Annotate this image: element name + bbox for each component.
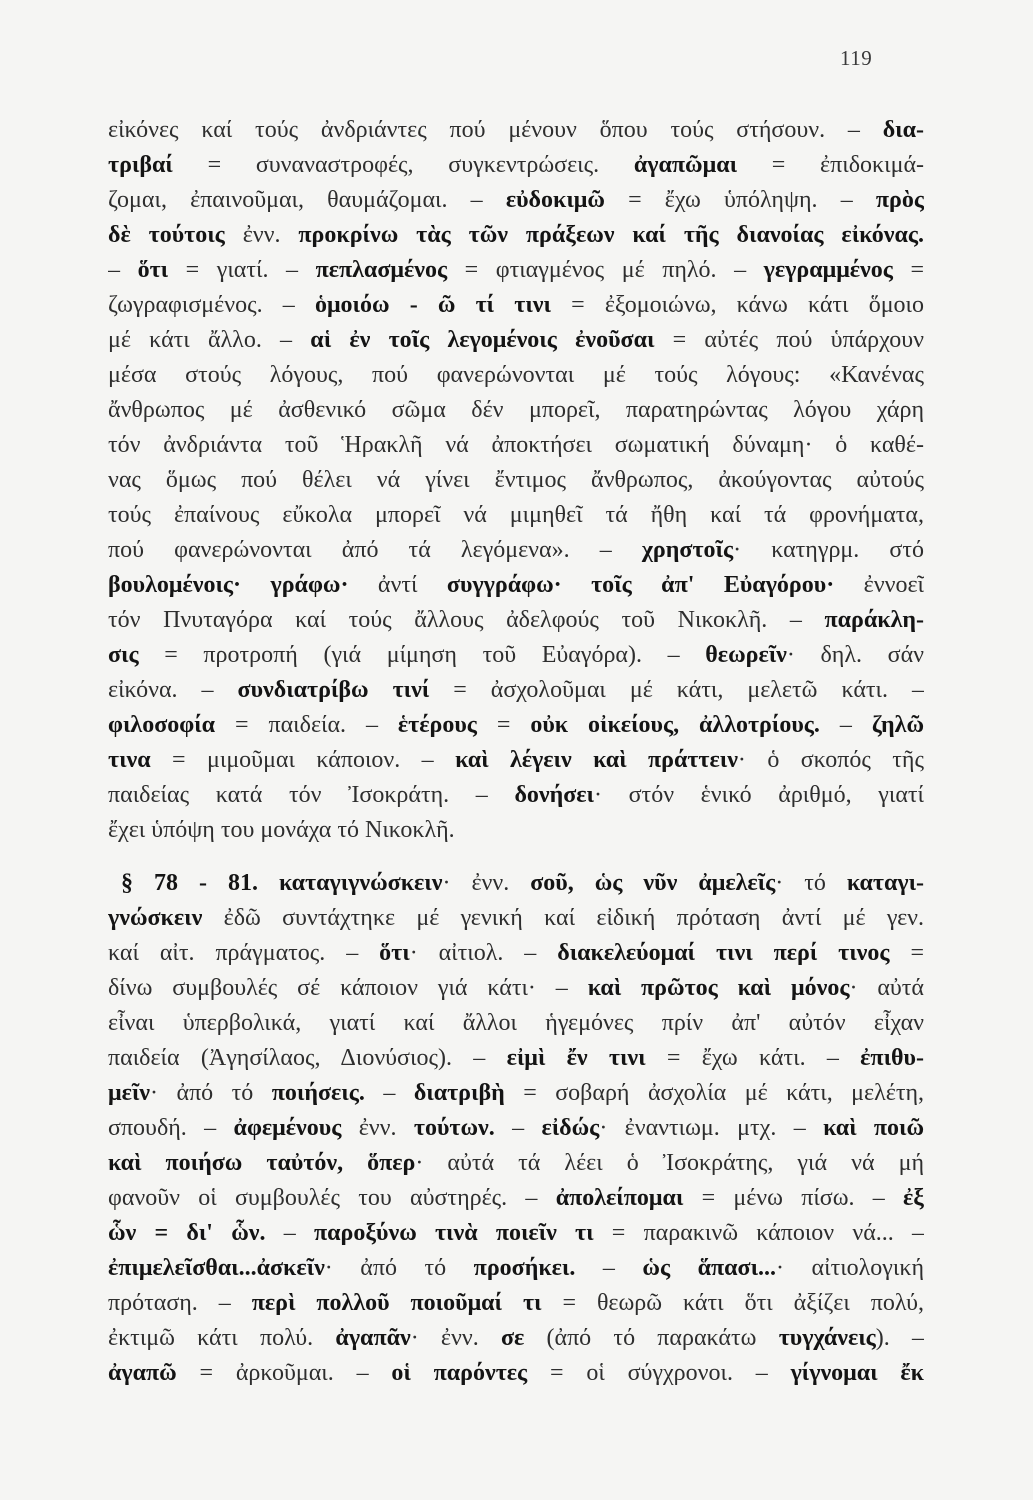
text-run: ἐδῶ συντάχτηκε μέ γενική καί εἰδική πρόταση ἀντί μέ γεν.: [202, 905, 924, 931]
text-run: –: [575, 1255, 643, 1281]
text-run: = ἔχω ὑπόληψη. –: [604, 187, 876, 213]
text-run: ἐνν.: [224, 222, 299, 248]
text-line: [108, 638, 924, 673]
text-run: –: [108, 257, 138, 283]
bold-term: ἀγαπᾶν: [335, 1325, 411, 1351]
text-run: = ἔχω κάτι. –: [645, 1045, 861, 1071]
text-line-content: [108, 673, 924, 708]
text-line: [108, 778, 924, 813]
bold-term: γεγραμμένος: [763, 257, 893, 283]
text-line: [108, 1146, 924, 1181]
bold-term: πρὸς: [875, 187, 924, 213]
bold-term: βουλομένοις· γράφω·: [108, 572, 349, 598]
text-line: [108, 866, 924, 901]
text-line: [108, 1181, 924, 1216]
text-run: = αὐτές πού ὑπάρχουν: [654, 327, 924, 353]
text-run: παιδεία (Ἀγησίλαος, Διονύσιος). –: [108, 1045, 507, 1071]
page-number: 119: [840, 46, 873, 70]
text-run: ζομαι, ἐπαινοῦμαι, θαυμάζομαι. –: [108, 187, 506, 213]
bold-term: προσήκει.: [473, 1255, 576, 1281]
bold-term: οὐκ οἰκείους, ἀλλοτρίους.: [530, 712, 820, 738]
bold-term: οἱ παρόντες: [391, 1360, 528, 1386]
bold-term: σις: [108, 642, 139, 668]
bold-term: εἰδώς: [541, 1115, 600, 1141]
text-run: =: [476, 712, 531, 738]
text-line-content: [108, 1111, 924, 1146]
bold-term: προκρίνω τὰς τῶν πράξεων καί τῆς διανοίας εἰκόνας.: [298, 222, 924, 248]
text-line: [108, 568, 924, 603]
text-run: = ἐπιδοκιμά-: [737, 152, 924, 178]
paragraph: [108, 866, 924, 1391]
text-run: πρόταση. –: [108, 1290, 252, 1316]
text-run: · αἰτιολ. –: [409, 940, 558, 966]
text-line: [108, 673, 924, 708]
text-line: [108, 901, 924, 936]
text-run: = θεωρῶ κάτι ὅτι ἀξίζει πολύ,: [541, 1290, 924, 1316]
bold-term: καὶ πρῶτος καὶ μόνος: [587, 975, 850, 1001]
text-line-content: [108, 936, 924, 971]
text-run: τόν ἀνδριάντα τοῦ Ἡρακλῆ νά ἀποκτήσει σωματική δύναμη· ὁ καθέ-: [108, 432, 924, 458]
bold-term: γνώσκειν: [108, 905, 203, 931]
text-run: εἶναι ὑπερβολικά, γιατί καί ἄλλοι ἡγεμόνες πρίν ἀπ' αὐτόν εἶχαν: [108, 1010, 924, 1036]
text-run: μέ κάτι ἄλλο. –: [108, 327, 311, 353]
text-line: [108, 971, 924, 1006]
text-run: = γιατί. –: [168, 257, 316, 283]
bold-term: διατριβὴ: [413, 1080, 505, 1106]
bold-term: ὅτι: [137, 257, 169, 283]
bold-term: σοῦ, ὡς νῦν ἀμελεῖς: [530, 870, 776, 896]
text-line-content: [108, 603, 924, 638]
text-line: [108, 148, 924, 183]
text-run: πού φανερώνονται ἀπό τά λεγόμενα». –: [108, 537, 642, 563]
text-run: –: [494, 1115, 542, 1141]
text-line: [108, 533, 924, 568]
text-line: [108, 1076, 924, 1111]
bold-term: ἑτέρους: [397, 712, 477, 738]
text-run: ἔχει ὑπόψη του μονάχα τό Νικοκλῆ.: [108, 817, 455, 843]
text-run: = ἐξομοιώνω, κάνω κάτι ὅμοιο: [550, 292, 924, 318]
text-line-content: [108, 1356, 924, 1391]
text-line-content: [108, 183, 924, 218]
bold-term: ὡς ἅπασι...: [642, 1255, 777, 1281]
text-run: –: [265, 1220, 314, 1246]
bold-term: διακελεύομαί τινι περί τινος: [557, 940, 890, 966]
text-run: · αὐτά τά λέει ὁ Ἰσοκράτης, γιά νά μή: [415, 1150, 924, 1176]
text-run: εἰκόνες καί τούς ἀνδριάντες πού μένουν ὅπου τούς στήσουν. –: [108, 117, 883, 143]
text-run: · δηλ. σάν: [786, 642, 924, 668]
text-line-content: [108, 708, 924, 743]
text-run: =: [892, 257, 924, 283]
text-run: μέσα στούς λόγους, πού φανερώνονται μέ τούς λόγους: «Κανένας: [108, 362, 924, 388]
bold-term: τριβαί: [108, 152, 173, 178]
bold-term: ὧν = δι' ὧν.: [108, 1220, 266, 1246]
bold-term: παράκλη-: [824, 607, 924, 633]
bold-term: γίγνομαι ἔκ: [790, 1360, 924, 1386]
text-run: σπουδή. –: [108, 1115, 234, 1141]
text-run: = οἱ σύγχρονοι. –: [527, 1360, 791, 1386]
text-run: = ἀσχολοῦμαι μέ κάτι, μελετῶ κάτι. –: [429, 677, 924, 703]
text-line: [108, 1321, 924, 1356]
text-run: ἐνν.: [341, 1115, 414, 1141]
text-line-content: [108, 901, 924, 936]
bold-term: συνδιατρίβω τινί: [237, 677, 430, 703]
text-line-content: [121, 866, 924, 901]
bold-term: αἱ ἐν τοῖς λεγομένοις ἐνοῦσαι: [310, 327, 655, 353]
text-run: = προτροπή (γιά μίμηση τοῦ Εὐαγόρα). –: [138, 642, 706, 668]
text-run: · κατηγρμ. στό: [733, 537, 924, 563]
text-line-content: [108, 463, 924, 498]
text-run: ζωγραφισμένος. –: [108, 292, 315, 318]
bold-term: ἀγαπῶμαι: [633, 152, 738, 178]
text-line-content: [108, 1286, 924, 1321]
text-line: [108, 323, 924, 358]
text-run: τούς ἐπαίνους εὔκολα μπορεῖ νά μιμηθεῖ τά ἤθη καί τά φρονήματα,: [108, 502, 924, 528]
text-line-content: [108, 218, 924, 253]
text-line: [108, 1006, 924, 1041]
text-run: · ἐναντιωμ. μτχ. –: [599, 1115, 824, 1141]
commentary-text: [108, 113, 924, 1391]
text-line: [108, 253, 924, 288]
text-run: –: [819, 712, 872, 738]
bold-term: θεωρεῖν: [705, 642, 787, 668]
bold-term: τούτων.: [413, 1115, 495, 1141]
text-run: νας ὅμως πού θέλει νά γίνει ἔντιμος ἄνθρωπος, ἀκούγοντας αὐτούς: [108, 467, 924, 493]
text-run: = συναναστροφές, συγκεντρώσεις.: [172, 152, 634, 178]
bold-term: ἀπολείπομαι: [555, 1185, 684, 1211]
text-line-content: [108, 253, 924, 288]
bold-term: ποιήσεις.: [271, 1080, 365, 1106]
text-line-content: [108, 148, 924, 183]
bold-term: δὲ τούτοις: [108, 222, 225, 248]
text-line: [108, 1286, 924, 1321]
text-run: = ἀρκοῦμαι. –: [176, 1360, 392, 1386]
text-line: [108, 358, 924, 393]
text-line-content: [108, 428, 924, 463]
text-run: ἄνθρωπος μέ ἀσθενικό σῶμα δέν μπορεῖ, παρατηρώντας λόγου χάρη: [108, 397, 924, 423]
text-line: [108, 1251, 924, 1286]
text-line-content: [108, 393, 924, 428]
text-line-content: [108, 743, 924, 778]
text-run: καί αἰτ. πράγματος. –: [108, 940, 380, 966]
text-line: [108, 708, 924, 743]
text-run: · ἐνν.: [410, 1325, 501, 1351]
text-line: [108, 1041, 924, 1076]
bold-term: φιλοσοφία: [108, 712, 216, 738]
text-line: [108, 936, 924, 971]
text-run: ἐκτιμῶ κάτι πολύ.: [108, 1325, 336, 1351]
bold-term: ἐπιθυ-: [860, 1045, 924, 1071]
text-line-content: [108, 1181, 924, 1216]
text-run: = μιμοῦμαι κάποιον. –: [150, 747, 456, 773]
text-line: [108, 603, 924, 638]
text-run: · ἐνν.: [442, 870, 531, 896]
bold-term: παροξύνω τινὰ ποιεῖν τι: [313, 1220, 594, 1246]
text-line-content: [108, 1041, 924, 1076]
bold-term: ἀφεμένους: [233, 1115, 342, 1141]
bold-term: ζηλῶ: [871, 712, 924, 738]
text-line-content: [108, 323, 924, 358]
text-line-content: [108, 498, 924, 533]
bold-term: καὶ λέγειν καὶ πράττειν: [455, 747, 738, 773]
text-run: τόν Πνυταγόρα καί τούς ἄλλους ἀδελφούς τοῦ Νικοκλῆ. –: [108, 607, 825, 633]
bold-term: εὐδοκιμῶ: [505, 187, 605, 213]
text-run: δίνω συμβουλές σέ κάποιον γιά κάτι· –: [108, 975, 588, 1001]
text-line: [108, 1356, 924, 1391]
text-line-content: [108, 638, 924, 673]
text-line-content: [108, 1251, 924, 1286]
text-line: [108, 1111, 924, 1146]
bold-term: καταγι-: [846, 870, 924, 896]
bold-term: ὅτι: [379, 940, 410, 966]
text-run: · ὁ σκοπός τῆς: [737, 747, 924, 773]
text-line-content: [108, 358, 924, 393]
text-run: ἀντί: [348, 572, 447, 598]
text-run: = σοβαρή ἀσχολία μέ κάτι, μελέτη,: [504, 1080, 924, 1106]
text-line: [108, 463, 924, 498]
text-line-content: [108, 1321, 924, 1356]
text-run: ). –: [875, 1325, 924, 1351]
bold-term: τινα: [108, 747, 151, 773]
text-line: [108, 113, 924, 148]
text-run: ἐννοεῖ: [834, 572, 924, 598]
bold-term: ὁμοιόω - ῶ τί τινι: [314, 292, 551, 318]
text-line-content: [108, 1006, 924, 1041]
bold-term: τυγχάνεις: [778, 1325, 876, 1351]
text-line-content: [108, 288, 924, 323]
text-line-content: [108, 1216, 924, 1251]
bold-term: § 78 - 81. καταγιγνώσκειν: [121, 870, 443, 896]
text-line: [108, 428, 924, 463]
text-line-content: [108, 813, 455, 848]
bold-term: μεῖν: [108, 1080, 151, 1106]
bold-term: εἰμὶ ἔν τινι: [506, 1045, 646, 1071]
text-run: = μένω πίσω. –: [683, 1185, 904, 1211]
text-line-content: [108, 113, 924, 148]
text-run: = παιδεία. –: [215, 712, 398, 738]
bold-term: συγγράφω· τοῖς ἀπ' Εὐαγόρου·: [446, 572, 835, 598]
text-line: [108, 1216, 924, 1251]
text-run: = παρακινῶ κάποιον νά... –: [593, 1220, 924, 1246]
text-run: · στόν ἑνικό ἀριθμό, γιατί: [594, 782, 924, 808]
text-run: παιδείας κατά τόν Ἰσοκράτη. –: [108, 782, 515, 808]
bold-term: καὶ ποιήσω ταὐτόν, ὅπερ: [108, 1150, 416, 1176]
text-line: [108, 183, 924, 218]
bold-term: ἐξ: [903, 1185, 924, 1211]
text-line: [108, 813, 924, 848]
text-line: [108, 218, 924, 253]
text-run: = φτιαγμένος μέ πηλό. –: [447, 257, 764, 283]
text-run: · τό: [775, 870, 847, 896]
text-line-content: [108, 971, 924, 1006]
text-line-content: [108, 1146, 924, 1181]
text-run: (ἀπό τό παρακάτω: [524, 1325, 779, 1351]
text-line: [108, 743, 924, 778]
bold-term: περὶ πολλοῦ ποιοῦμαί τι: [251, 1290, 542, 1316]
text-line-content: [108, 533, 924, 568]
text-run: εἰκόνα. –: [108, 677, 238, 703]
text-line: [108, 498, 924, 533]
text-line: [108, 393, 924, 428]
paragraph: [108, 113, 924, 848]
text-line-content: [108, 778, 924, 813]
text-line-content: [108, 1076, 924, 1111]
text-run: –: [364, 1080, 414, 1106]
text-run: · ἀπό τό: [324, 1255, 474, 1281]
bold-term: σε: [500, 1325, 525, 1351]
bold-term: χρηστοῖς: [641, 537, 734, 563]
text-run: · αὐτά: [849, 975, 924, 1001]
bold-term: δονήσει: [514, 782, 594, 808]
text-line-content: [108, 568, 924, 603]
bold-term: δια-: [882, 117, 924, 143]
bold-term: καὶ ποιῶ: [823, 1115, 924, 1141]
bold-term: ἐπιμελεῖσθαι...ἀσκεῖν: [108, 1255, 325, 1281]
text-run: · ἀπό τό: [150, 1080, 272, 1106]
text-run: =: [889, 940, 924, 966]
bold-term: πεπλασμένος: [315, 257, 448, 283]
text-run: · αἰτιολογική: [776, 1255, 924, 1281]
bold-term: ἀγαπῶ: [108, 1360, 177, 1386]
text-run: φανοῦν οἱ συμβουλές του αὐστηρές. –: [108, 1185, 556, 1211]
text-line: [108, 288, 924, 323]
